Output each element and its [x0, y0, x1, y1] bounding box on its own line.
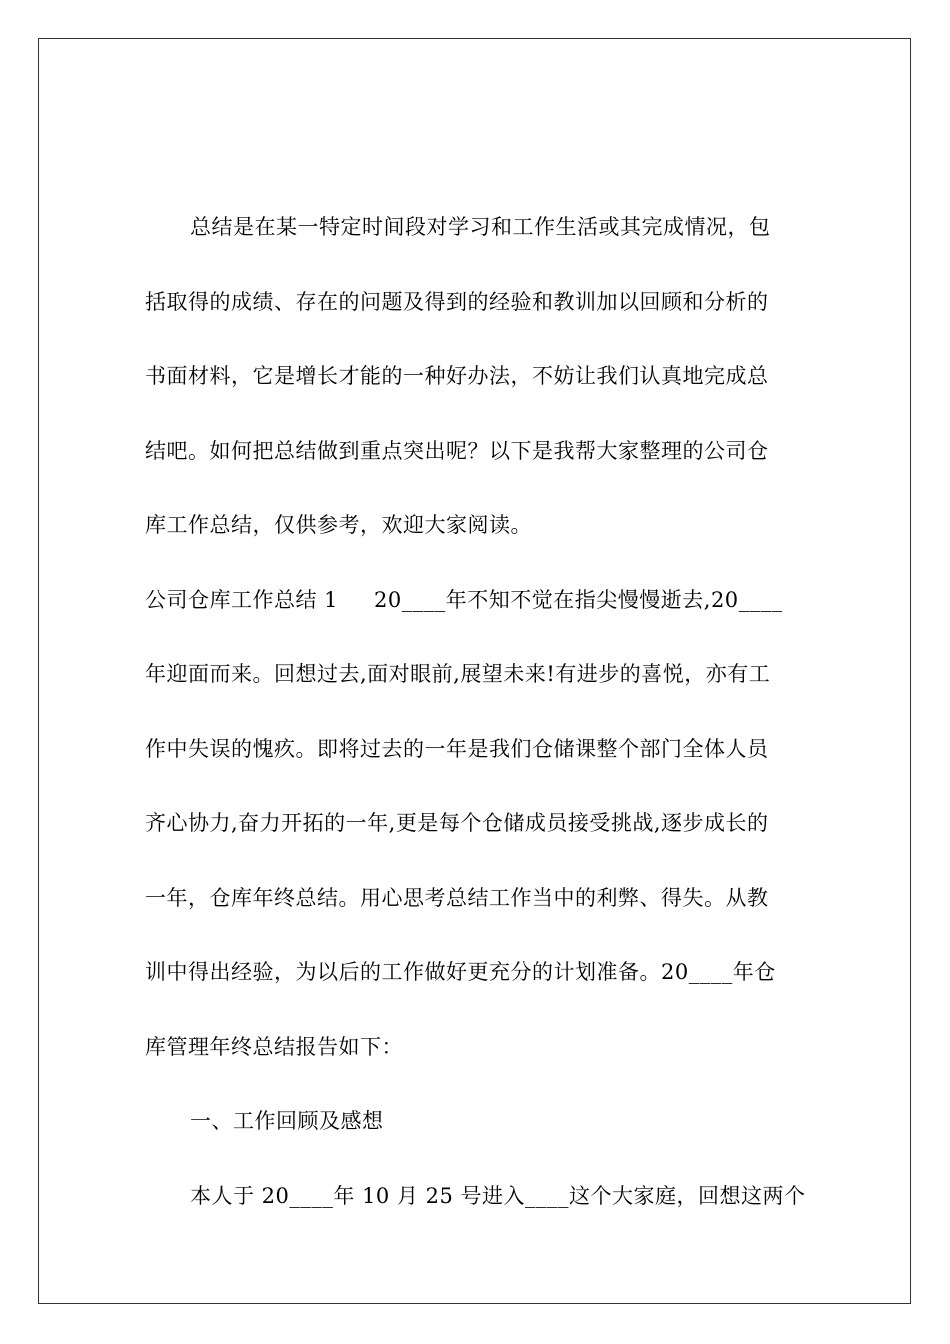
- body-line-1: 20____年不知不觉在指尖慢慢逝去,20____: [374, 588, 783, 612]
- para-last-line: 本人于 20____年 10 月 25 号进入____这个大家庭，回想这两个: [190, 1184, 806, 1208]
- heading-work-review: 一、工作回顾及感想: [190, 1109, 384, 1133]
- intro-line-2: 括取得的成绩、存在的问题及得到的经验和教训加以回顾和分析的: [145, 290, 769, 314]
- section-title: 公司仓库工作总结 1: [145, 588, 339, 612]
- section-title-line: [145, 585, 783, 615]
- body-line-4: 齐心协力,奋力开拓的一年,更是每个仓储成员接受挑战,逐步成长的: [145, 811, 769, 835]
- intro-line-3: 书面材料，它是增长才能的一种好办法，不妨让我们认真地完成总: [145, 364, 769, 388]
- intro-line-1: 总结是在某一特定时间段对学习和工作生活或其完成情况，包: [190, 215, 771, 239]
- body-line-7: 库管理年终总结报告如下：: [145, 1035, 403, 1059]
- body-line-3: 作中失误的愧疚。即将过去的一年是我们仓储课整个部门全体人员: [145, 737, 769, 761]
- body-line-5: 一年，仓库年终总结。用心思考总结工作当中的利弊、得失。从教: [145, 886, 769, 910]
- intro-line-4: 结吧。如何把总结做到重点突出呢？以下是我帮大家整理的公司仓: [145, 439, 769, 463]
- body-line-6: 训中得出经验，为以后的工作做好更充分的计划准备。20____年仓: [145, 960, 776, 984]
- body-line-2: 年迎面而来。回想过去,面对眼前,展望未来!有进步的喜悦，亦有工: [145, 662, 771, 686]
- intro-line-5: 库工作总结，仅供参考，欢迎大家阅读。: [145, 513, 532, 537]
